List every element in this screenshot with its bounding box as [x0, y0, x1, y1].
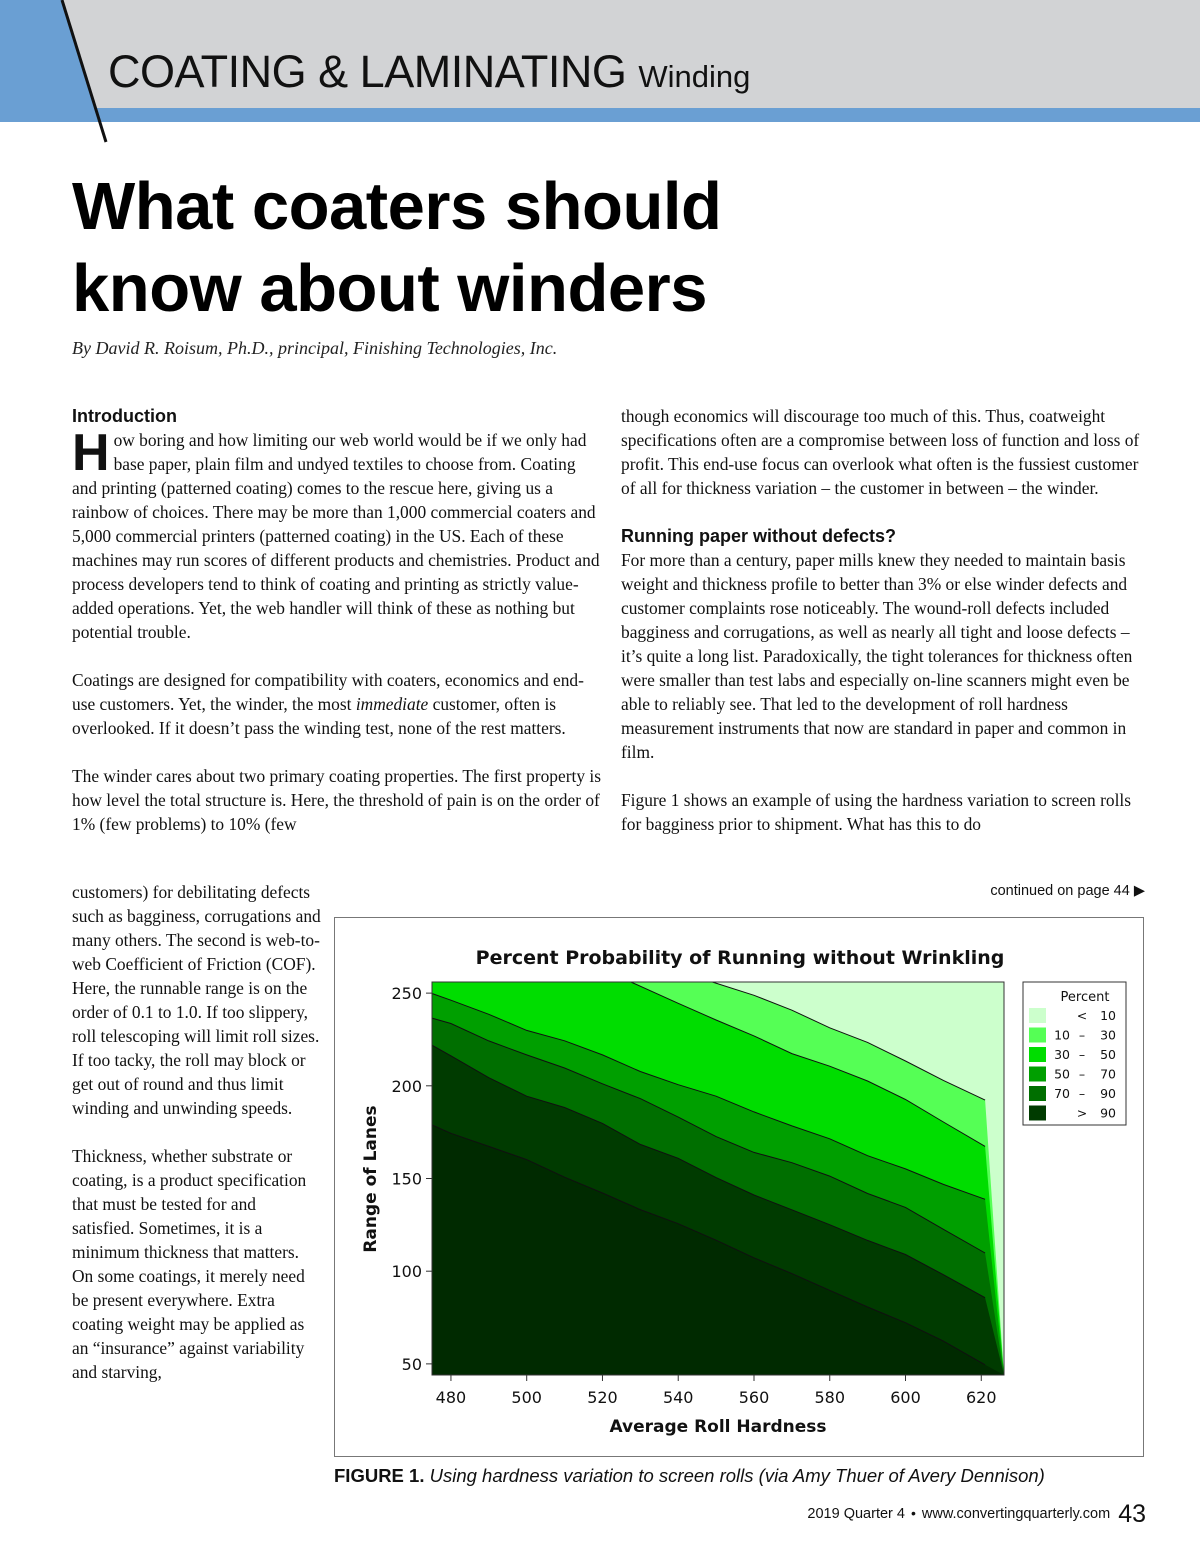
chart-title: Percent Probability of Running without Wrinkling: [475, 947, 1005, 969]
running-paper-heading: Running paper without defects?: [621, 526, 896, 546]
section-title: [108, 46, 750, 98]
byline: By David R. Roisum, Ph.D., principal, Finishing Technologies, Inc.: [72, 338, 558, 358]
figure-caption: [334, 1465, 1045, 1487]
legend-swatch: [1029, 1106, 1046, 1121]
legend-swatch: [1029, 1047, 1046, 1062]
legend-range-high: 90: [1100, 1086, 1116, 1101]
x-tick-label: 620: [965, 1388, 997, 1407]
y-tick-label: 50: [401, 1354, 422, 1374]
legend-range-symbol: –: [1078, 1086, 1086, 1101]
figure-label: FIGURE 1.: [334, 1465, 425, 1486]
intro-paragraph-2-part-a: Coatings are designed for compatibility with coaters, economics and end-use customers. Yet, the winder, the most: [72, 670, 584, 714]
x-tick-label: 520: [587, 1388, 618, 1407]
thickness-paragraph: Thickness, whether substrate or coating, is a product specification that must be tested for and satisfied. Sometimes, it is a minimum thickness that matters. On some coatings, it merely need be present everywhere. Extra coating weight may be applied as an “insurance” against variability and starving,: [72, 1146, 307, 1382]
contour-chart: [335, 918, 1143, 1456]
y-tick-label: 200: [391, 1076, 422, 1096]
page-footer: [807, 1500, 1146, 1529]
x-tick-label: 560: [738, 1388, 770, 1407]
x-tick-label: 500: [511, 1388, 542, 1407]
intro-paragraph-1: [72, 424, 602, 644]
x-axis: [436, 1375, 997, 1407]
legend-swatch: [1029, 1086, 1046, 1101]
article-title-line-1: What coaters should: [72, 169, 722, 244]
legend-range-high: 50: [1100, 1047, 1116, 1062]
article-title-line-2: know about winders: [72, 251, 707, 326]
legend-range-high: 30: [1100, 1027, 1116, 1043]
right-paragraph-2: For more than a century, paper mills knew they needed to maintain basis weight and thickness profile to better than 3% or else winder defects and customer complaints rose noticeably. The wound-roll defects included bagginess and corrugations, as well as nearly all tight and loose defects – it’s quite a long list. Paradoxically, the tight tolerances for thickness often were smaller than test labs and especially on-line scanners might even be able to reliably see. That led to the development of roll hardness measurement instruments that now are standard in paper and common in film.: [621, 550, 1133, 762]
intro-paragraph-3-continued: customers) for debilitating defects such as bagginess, corrugations and many others. The second is web-to-web Coefficient of Friction (COF). Here, the runnable range is on the order of 0.1 to 1.0. If too slippery, roll telescoping will limit roll sizes. If too tacky, the roll may block or get out of round and thus limit winding and unwinding speeds.: [72, 882, 321, 1118]
issue-date: 2019 Quarter 4: [807, 1506, 905, 1522]
legend-range-symbol: –: [1078, 1066, 1086, 1082]
intro-paragraph-1-text: ow boring and how limiting our web world would be if we only had base paper, plain film and undyed textiles to choose from. Coating and printing (patterned coating) comes to the rescue here, giving us a rainbow of choices. There may be more than 1,000 commercial coaters and 5,000 commercial printers (patterned coating) in the US. Each of these machines may run scores of different products and chemistries. Product and process developers tend to think of coating and printing as strictly value-added operations. Yet, the web handler will think of these as nothing but potential trouble.: [72, 430, 600, 642]
legend-swatch: [1029, 1008, 1046, 1023]
legend-range-low: 50: [1054, 1066, 1070, 1082]
figure-1-chart: [334, 917, 1144, 1457]
section-name: COATING & LAMINATING: [108, 46, 627, 97]
legend: [1023, 982, 1126, 1125]
legend-range-low: 10: [1054, 1027, 1070, 1043]
subsection-name: Winding: [638, 59, 751, 94]
y-tick-label: 150: [391, 1169, 422, 1189]
legend-swatch: [1029, 1067, 1046, 1082]
legend-range-high: 70: [1100, 1066, 1116, 1082]
page-number: 43: [1118, 1500, 1146, 1528]
introduction-heading: Introduction: [72, 406, 177, 426]
x-tick-label: 580: [814, 1388, 846, 1407]
x-tick-label: 600: [890, 1388, 921, 1407]
intro-paragraph-3: The winder cares about two primary coating properties. The first property is how level the total structure is. Here, the threshold of pain is on the order of 1% (few problems) to 10% (few: [72, 766, 601, 834]
website-link[interactable]: www.convertingquarterly.com: [921, 1506, 1111, 1522]
x-axis-label: Average Roll Hardness: [609, 1417, 827, 1437]
legend-range-symbol: –: [1078, 1047, 1086, 1062]
drop-cap: H: [72, 424, 110, 482]
article-title: [72, 166, 721, 330]
intro-paragraph-2: [72, 668, 602, 740]
legend-range-symbol: –: [1078, 1027, 1086, 1043]
legend-range-high: 90: [1100, 1105, 1116, 1121]
y-tick-label: 250: [391, 984, 422, 1004]
right-column: [621, 404, 1151, 836]
x-tick-label: 540: [662, 1388, 694, 1407]
y-axis: [391, 984, 432, 1374]
header-accent-strip: [0, 108, 1200, 122]
left-column: [72, 404, 602, 836]
legend-title: Percent: [1060, 990, 1110, 1005]
header-corner-blue: [0, 0, 95, 108]
legend-range-low: 70: [1054, 1086, 1070, 1101]
legend-range-high: 10: [1100, 1008, 1116, 1023]
legend-range-symbol: >: [1076, 1105, 1088, 1121]
y-axis-label: Range of Lanes: [361, 1105, 381, 1253]
right-paragraph-1: though economics will discourage too much of this. Thus, coatweight specifications often are a compromise between loss of function and loss of profit. This end-use focus can overlook what often is the fussiest customer of all for thickness variation – the customer in between – the winder.: [621, 406, 1140, 498]
emphasis-immediate: immediate: [355, 694, 429, 714]
legend-range-symbol: <: [1076, 1008, 1088, 1023]
figure-caption-text: Using hardness variation to screen rolls (via Amy Thuer of Avery Dennison): [429, 1465, 1045, 1486]
continued-link[interactable]: continued on page 44 ▶: [990, 883, 1145, 899]
legend-swatch: [1029, 1028, 1046, 1043]
legend-range-low: 30: [1054, 1047, 1070, 1062]
right-paragraph-3: Figure 1 shows an example of using the hardness variation to screen rolls for bagginess prior to shipment. What has this to do: [621, 790, 1132, 834]
y-tick-label: 100: [391, 1262, 422, 1282]
header-corner-graphic: [0, 0, 120, 150]
footer-bullet: •: [910, 1505, 916, 1521]
intro-paragraph-2-part-b: customer, often is overlooked. If it doesn’t pass the winding test, none of the rest matters.: [72, 694, 566, 738]
x-tick-label: 480: [435, 1388, 467, 1407]
narrow-column: [72, 880, 322, 1384]
